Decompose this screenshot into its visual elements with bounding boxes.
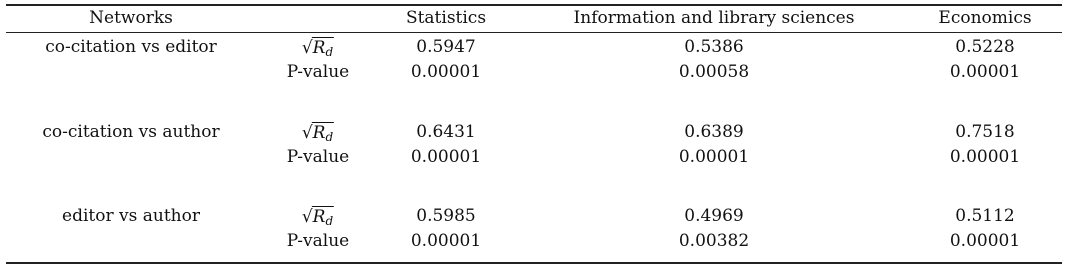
sqrt-symbol: √ — [301, 123, 313, 143]
rd-value-info-lib: 0.6389 — [684, 122, 744, 142]
rd-variable: R — [312, 207, 326, 227]
sqrt-symbol: √ — [301, 207, 313, 227]
table-top-rule — [6, 4, 1062, 6]
p-value-economics: 0.00001 — [949, 231, 1021, 251]
p-value-info-lib: 0.00001 — [678, 147, 750, 167]
rd-value-statistics: 0.5985 — [416, 206, 476, 226]
rd-value-statistics: 0.6431 — [416, 122, 476, 142]
pvalue-label: P-value — [286, 62, 350, 82]
header-statistics: Statistics — [405, 8, 487, 28]
p-value-economics: 0.00001 — [949, 147, 1021, 167]
rd-label — [302, 37, 334, 62]
header-networks: Networks — [89, 8, 173, 28]
p-value-info-lib: 0.00382 — [678, 231, 750, 251]
rd-variable: R — [312, 123, 326, 143]
rd-subscript: d — [325, 130, 334, 144]
rd-value-info-lib: 0.5386 — [684, 37, 744, 57]
rd-value-statistics: 0.5947 — [416, 37, 476, 57]
header-economics: Economics — [938, 8, 1032, 28]
rd-subscript: d — [325, 214, 334, 228]
header-info-lib: Information and library sciences — [573, 8, 855, 28]
table-header-rule — [6, 32, 1062, 33]
network-label: editor vs author — [62, 206, 200, 226]
p-value-info-lib: 0.00058 — [678, 62, 750, 82]
rd-value-economics: 0.5228 — [955, 37, 1015, 57]
rd-value-info-lib: 0.4969 — [684, 206, 744, 226]
p-value-statistics: 0.00001 — [410, 147, 482, 167]
network-label: co-citation vs author — [42, 122, 220, 142]
p-value-economics: 0.00001 — [949, 62, 1021, 82]
p-value-statistics: 0.00001 — [410, 231, 482, 251]
p-value-statistics: 0.00001 — [410, 62, 482, 82]
rd-label — [302, 206, 334, 231]
rd-value-economics: 0.7518 — [955, 122, 1015, 142]
rd-subscript: d — [325, 45, 334, 59]
pvalue-label: P-value — [286, 147, 350, 167]
rd-variable: R — [312, 38, 326, 58]
sqrt-symbol: √ — [301, 38, 313, 58]
pvalue-label: P-value — [286, 231, 350, 251]
rd-label — [302, 122, 334, 147]
rd-value-economics: 0.5112 — [955, 206, 1015, 226]
table-bottom-rule — [6, 262, 1062, 264]
network-label: co-citation vs editor — [45, 37, 217, 57]
